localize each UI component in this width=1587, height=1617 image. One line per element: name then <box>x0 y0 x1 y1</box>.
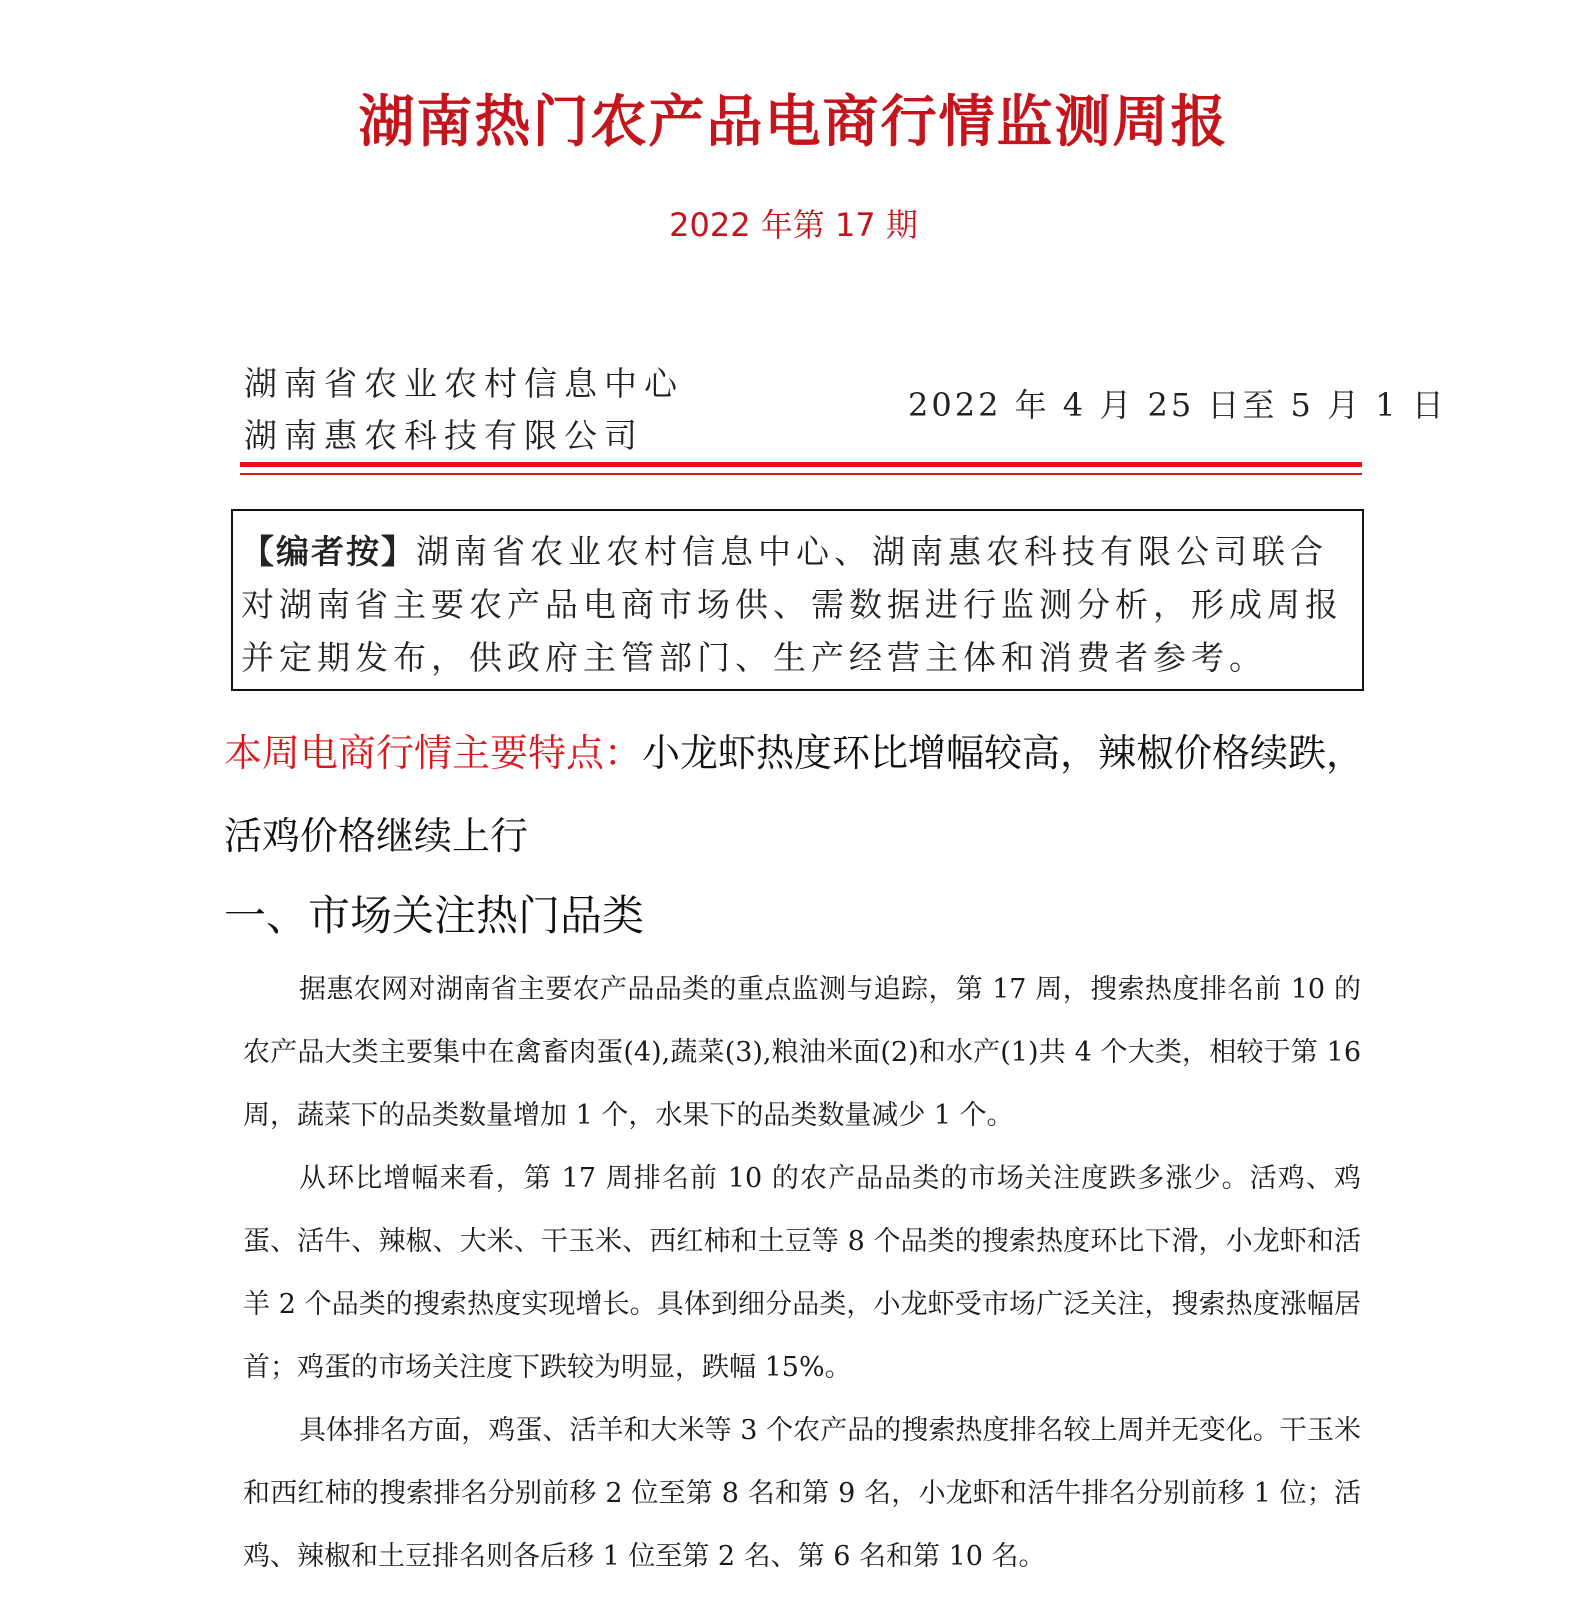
highlights-label: 本周电商行情主要特点： <box>224 731 643 775</box>
editor-note-label: 【编者按】 <box>241 532 416 571</box>
body-paragraph: 从环比增幅来看，第 17 周排名前 10 的农产品品类的市场关注度跌多涨少。活鸡、鸡蛋、活牛、辣椒、大米、干玉米、西红柿和土豆等 8 个品类的搜索热度环比下滑，小龙虾和活羊 2 个品类的搜索热度实现增长。具体到细分品类，小龙虾受市场广泛关注，搜索热度涨幅居首；鸡蛋的市场关注度下跌较为明显，跌幅 15%。 <box>243 1163 1361 1383</box>
editor-note-text: 湖南省农业农村信息中心、湖南惠农科技有限公司联合对湖南省主要农产品电商市场供、需数据进行监测分析，形成周报并定期发布，供政府主管部门、生产经营主体和消费者参考。 <box>241 532 1343 677</box>
editor-note-box <box>231 509 1364 691</box>
issue-number: 2022 年第 17 期 <box>669 206 918 244</box>
header-divider-thin <box>240 473 1362 475</box>
highlights-text: 小龙虾热度环比增幅较高，辣椒价格续跌，活鸡价格继续上行 <box>224 731 1365 858</box>
publisher-org-2: 湖南惠农科技有限公司 <box>244 416 644 455</box>
body-paragraph: 据惠农网对湖南省主要农产品品类的重点监测与追踪，第 17 周，搜索热度排名前 10 的农产品大类主要集中在禽畜肉蛋(4),蔬菜(3),粮油米面(2)和水产(1)共 4 个大类，相较于第 16 周，蔬菜下的品类数量增加 1 个，水果下的品类数量减少 1 个。 <box>243 974 1361 1131</box>
report-date-range: 2022 年 4 月 25 日至 5 月 1 日 <box>908 386 1447 424</box>
section-heading: 一、市场关注热门品类 <box>224 891 645 940</box>
header-divider-thick <box>240 462 1362 467</box>
weekly-highlights <box>224 712 1384 878</box>
section-body <box>243 958 1361 1588</box>
report-title: 湖南热门农产品电商行情监测周报 <box>358 90 1229 155</box>
body-paragraph: 具体排名方面，鸡蛋、活羊和大米等 3 个农产品的搜索热度排名较上周并无变化。干玉米和西红柿的搜索排名分别前移 2 位至第 8 名和第 9 名，小龙虾和活牛排名分别前移 1 位；活鸡、辣椒和土豆排名则各后移 1 位至第 2 名、第 6 名和第 10 名。 <box>243 1415 1361 1572</box>
publisher-org-1: 湖南省农业农村信息中心 <box>244 364 684 403</box>
